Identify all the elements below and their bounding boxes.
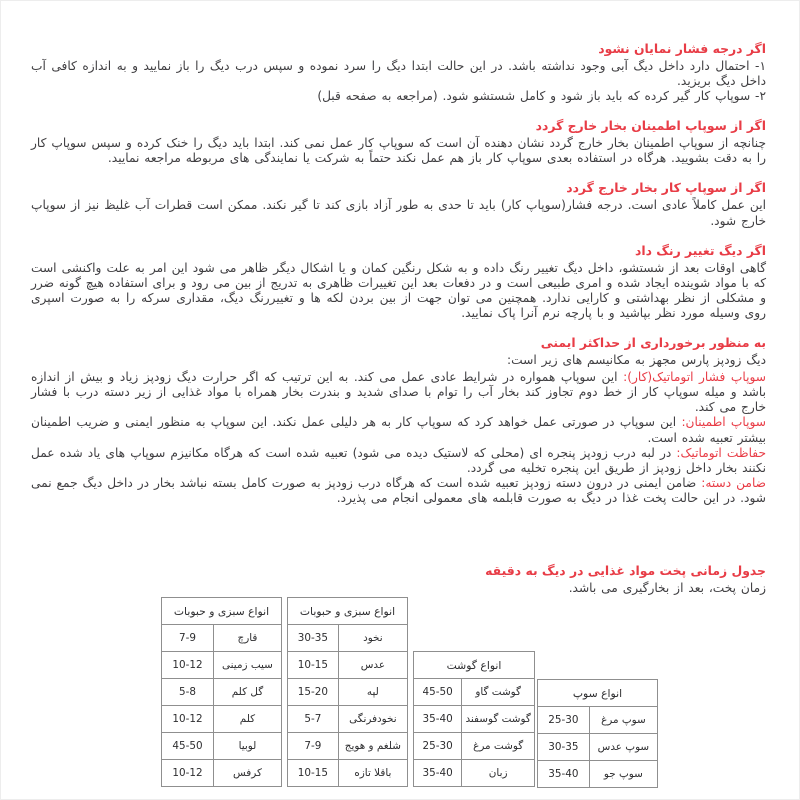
paragraph: این عمل کاملاً عادی است. درجه فشار(سوپاپ کار) باید تا حدی به طور آزاد بازی کند تا گیر نکند. ممکن است قطرات آب غلیظ نیز از سوپاپ خارج شود. <box>31 198 766 228</box>
mechanism-automatic-pressure-valve <box>31 370 766 415</box>
food-name-cell: گوشت گوسفند <box>462 706 535 733</box>
section-pot-discoloration <box>31 243 766 321</box>
section-steam-from-safety-valve <box>31 118 766 166</box>
cook-time-cell: 5-8 <box>162 679 214 706</box>
safety-intro: دیگ زودپز پارس مجهز به مکانیسم های زیر است: <box>507 353 766 368</box>
cook-time-cell: 7-9 <box>288 733 339 760</box>
table-row <box>288 652 408 679</box>
soup-table <box>537 679 658 788</box>
cook-time-cell: 25-30 <box>538 707 590 734</box>
table-header: انواع سوپ <box>538 680 658 707</box>
section-heading: به منظور برخورداری از حداکثر ایمنی <box>540 335 766 351</box>
cooking-time-tables <box>1 597 799 797</box>
cook-time-cell: 10-12 <box>162 760 214 787</box>
food-name-cell: گوشت گاو <box>462 679 535 706</box>
food-name-cell: لوبیا <box>213 733 281 760</box>
mechanism-label: سوپاپ فشار اتوماتیک(کار): <box>623 370 766 385</box>
mechanism-text: ضامن ایمنی در درون دسته زودپز تعبیه شده است که هرگاه درب زودپز به صورت کامل بسته نباشد بخار در داخل دیگ جمع نمی شود. در این حالت پخت غذا در دیگ به صورت قابلمه های معمولی انجام می پذیرد. <box>31 475 766 505</box>
mechanism-text: در لبه درب زودپز پنجره ای (محلی که لاستیک دیده می شود) تعبیه شده است که هرگاه مکانیزم سوپاپ های یاد شده عمل نکنند بخار داخل زودپز از طریق این پنجره تخلیه می گردد. <box>31 445 766 475</box>
mechanism-safety-valve <box>31 415 766 445</box>
cook-time-cell: 10-12 <box>162 706 214 733</box>
table-row <box>162 760 282 787</box>
table-row <box>288 706 408 733</box>
cook-time-cell: 35-40 <box>414 760 462 787</box>
cook-time-cell: 35-40 <box>414 706 462 733</box>
mechanism-label: حفاظت اتوماتیک: <box>676 445 767 460</box>
cook-time-cell: 7-9 <box>162 625 214 652</box>
table-header-row <box>162 598 282 625</box>
cook-time-cell: 30-35 <box>538 734 590 761</box>
table-header: انواع گوشت <box>414 652 535 679</box>
cook-time-cell: 30-35 <box>288 625 339 652</box>
section-heading: اگر از سوپاپ اطمینان بخار خارج گردد <box>535 118 766 134</box>
vegetables-table-right <box>287 597 408 787</box>
table-row <box>538 734 658 761</box>
food-name-cell: سوپ عدس <box>589 734 657 761</box>
mechanism-text: این سوپاپ در صورتی عمل خواهد کرد که سوپاپ کار به هر دلیلی عمل نکند. این سوپاپ به منظور ایمنی و ضریب اطمینان بیشتر تعبیه شده است. <box>31 415 766 445</box>
table-row <box>162 733 282 760</box>
table-header-row <box>538 680 658 707</box>
cook-time-cell: 10-15 <box>288 760 339 787</box>
food-name-cell: نخودفرنگی <box>338 706 407 733</box>
paragraph: ۲- سوپاپ کار گیر کرده که باید باز شود و کامل شستشو شود. (مراجعه به صفحه قبل) <box>317 89 766 104</box>
food-name-cell: باقلا تازه <box>338 760 407 787</box>
page-content <box>31 27 766 506</box>
section-heading: اگر درجه فشار نمایان نشود <box>598 41 766 56</box>
table-row <box>414 733 535 760</box>
cooking-time-title-block <box>31 563 766 596</box>
table-row <box>538 707 658 734</box>
food-name-cell: سوپ جو <box>589 761 657 788</box>
meat-table <box>413 651 535 787</box>
food-name-cell: کرفس <box>213 760 281 787</box>
food-name-cell: کلم <box>213 706 281 733</box>
cook-time-cell: 5-7 <box>288 706 339 733</box>
table-row <box>288 760 408 787</box>
paragraph: چنانچه از سوپاپ اطمینان بخار خارج گردد نشان دهنده آن است که سوپاپ کار عمل نمی کند. ابتدا باید دیگ را خنک کرده و سپس سوپاپ کار را به دقت بشویید. هرگاه در استفاده بعدی سوپاپ کار باز هم عمل نکند حتماً به شرکت یا نمایندگی های مربوطه مراجعه نمایید. <box>31 136 766 166</box>
mechanism-handle-latch <box>31 476 766 506</box>
table-header: انواع سبزی و حبوبات <box>288 598 408 625</box>
table-header-row <box>288 598 408 625</box>
table-header: انواع سبزی و حبوبات <box>162 598 282 625</box>
food-name-cell: شلغم و هویج <box>338 733 407 760</box>
mechanism-label: سوپاپ اطمینان: <box>681 415 767 430</box>
mechanism-label: ضامن دسته: <box>701 475 767 490</box>
cook-time-cell: 15-20 <box>288 679 339 706</box>
table-row <box>288 679 408 706</box>
mechanism-text: این سوپاپ همواره در شرایط عادی عمل می کند. به این ترتیب که اگر حرارت دیگ زودپز زیاد و بیش از اندازه باشد و میله سوپاپ کار از خط دوم تجاوز کند بخار آب را توام با صدای شدید و بندرت بخار همراه با مواد غذایی از زیر دسته درب با فشار خارج می کند. <box>31 370 766 415</box>
cook-time-cell: 10-15 <box>288 652 339 679</box>
table-row <box>288 733 408 760</box>
food-name-cell: زبان <box>462 760 535 787</box>
food-name-cell: قارچ <box>213 625 281 652</box>
cook-time-cell: 45-50 <box>162 733 214 760</box>
cooking-time-heading: جدول زمانی پخت مواد غذایی در دیگ به دقیقه <box>485 563 766 578</box>
vegetables-table-left <box>161 597 282 787</box>
cook-time-cell: 35-40 <box>538 761 590 788</box>
food-name-cell: سیب زمینی <box>213 652 281 679</box>
food-name-cell: گل کلم <box>213 679 281 706</box>
section-steam-from-working-valve <box>31 180 766 228</box>
section-heading: اگر از سوپاپ کار بخار خارج گردد <box>566 180 766 196</box>
cook-time-cell: 45-50 <box>414 679 462 706</box>
section-heading: اگر دیگ تغییر رنگ داد <box>634 242 766 258</box>
table-row <box>162 706 282 733</box>
table-row <box>414 679 535 706</box>
food-name-cell: عدس <box>338 652 407 679</box>
food-name-cell: گوشت مرغ <box>462 733 535 760</box>
table-row <box>162 652 282 679</box>
food-name-cell: نخود <box>338 625 407 652</box>
section-pressure-gauge-not-visible <box>31 41 766 104</box>
paragraph: ۱- احتمال دارد داخل دیگ آبی وجود نداشته باشد. در این حالت ابتدا دیگ را سرد نموده و سپس درب دیگ را باز نمایید و به اندازه کافی آب داخل دیگ بریزید. <box>31 59 766 89</box>
table-row <box>538 761 658 788</box>
table-row <box>162 625 282 652</box>
food-name-cell: لپه <box>338 679 407 706</box>
table-row <box>414 760 535 787</box>
cooking-time-note: زمان پخت، بعد از بخارگیری می باشد. <box>568 581 766 595</box>
table-row <box>414 706 535 733</box>
food-name-cell: سوپ مرغ <box>589 707 657 734</box>
table-row <box>288 625 408 652</box>
cook-time-cell: 25-30 <box>414 733 462 760</box>
table-row <box>162 679 282 706</box>
table-header-row <box>414 652 535 679</box>
cook-time-cell: 10-12 <box>162 652 214 679</box>
paragraph: گاهی اوقات بعد از شستشو، داخل دیگ تغییر رنگ داده و به شکل رنگین کمان و یا اشکال دیگر ظاهر می شود این امر به علت واکنشی است که با مواد شوینده ایجاد شده و امری طبیعی است و در دفعات بعد این تغییرات ظاهری به تدریج از بین می رود و برای استفاده هیچ گونه ضرر و مشکلی از نظر بهداشتی و کارایی ندارد. همچنین می توان جهت از بین بردن لکه ها و تغییررنگ دیگ، مقداری سرکه را به صورت اسپری روی وسیله مورد نظر بپاشید و با پارچه نرم آنرا پاک نمایید. <box>31 260 766 320</box>
section-maximum-safety <box>31 335 766 506</box>
mechanism-automatic-protection <box>31 446 766 476</box>
